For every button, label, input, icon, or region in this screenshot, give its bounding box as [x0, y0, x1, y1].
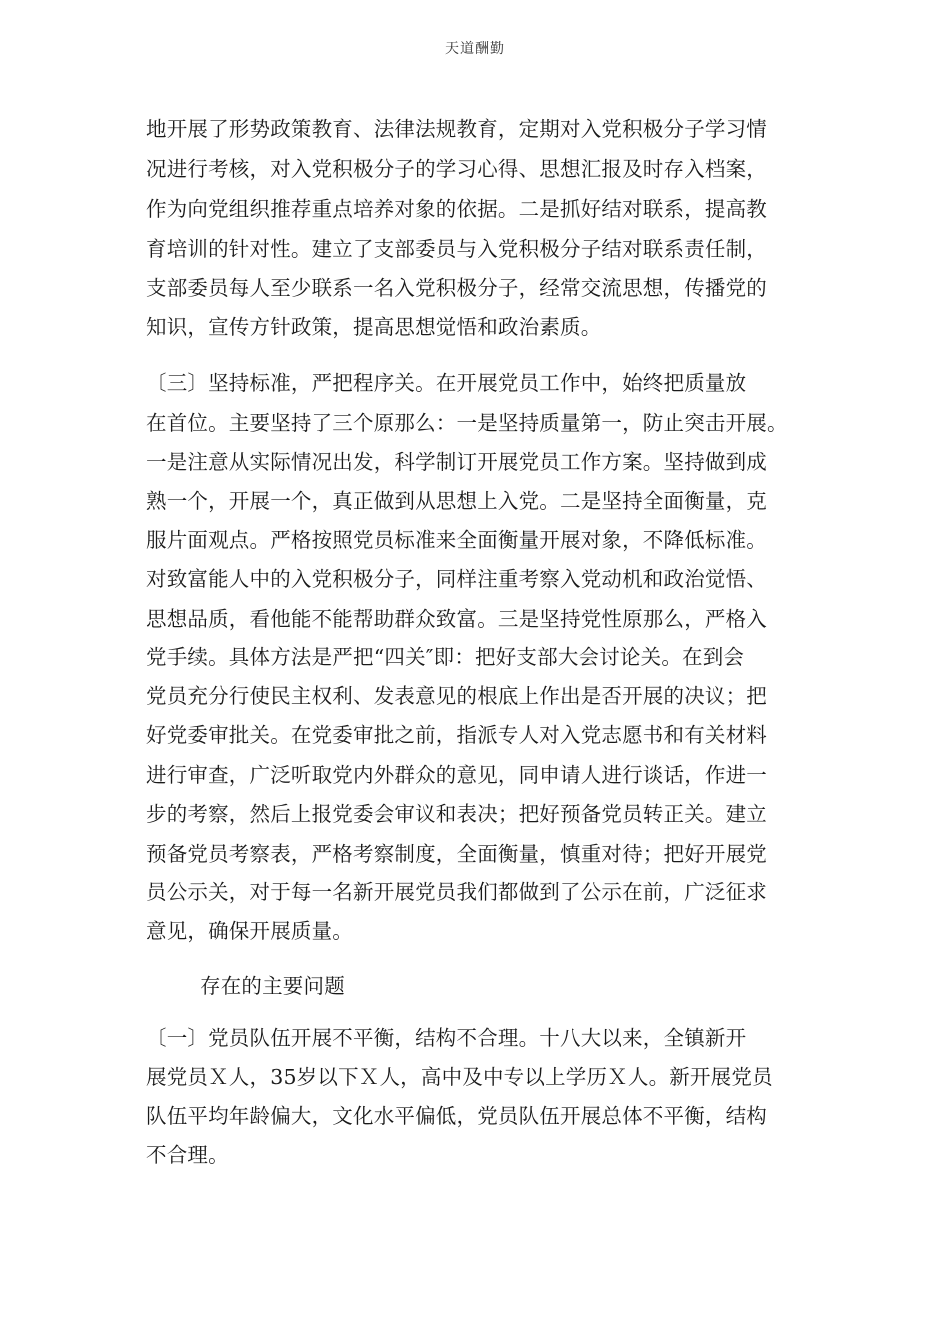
text-line: 一是注意从实际情况出发，科学制订开展党员工作方案。坚持做到成 — [146, 450, 767, 474]
text-line: 好党委审批关。在党委审批之前，指派专人对入党志愿书和有关材料 — [146, 723, 767, 747]
text-line: 步的考察，然后上报党委会审议和表决；把好预备党员转正关。建立 — [146, 802, 767, 826]
text-line: 地开展了形势政策教育、法律法规教育，定期对入党积极分子学习情 — [146, 117, 767, 141]
text-line: 〔三〕坚持标准，严把程序关。在开展党员工作中，始终把质量放 — [146, 371, 747, 395]
text-line: 在首位。主要坚持了三个原那么：一是坚持质量第一，防止突击开展。 — [146, 411, 788, 435]
text-line: 意见，确保开展质量。 — [146, 919, 353, 943]
text-line: 〔一〕党员队伍开展不平衡，结构不合理。十八大以来，全镇新开 — [146, 1026, 747, 1050]
text-line: 队伍平均年龄偏大，文化水平偏低，党员队伍开展总体不平衡，结构 — [146, 1104, 767, 1128]
text-line: 党员充分行使民主权利、发表意见的根底上作出是否开展的决议；把 — [146, 684, 767, 708]
text-line: 展党员Ｘ人，35岁以下Ｘ人，高中及中专以上学历Ｘ人。新开展党员 — [146, 1065, 773, 1089]
section-heading: 存在的主要问题 — [200, 974, 345, 998]
text-line: 员公示关，对于每一名新开展党员我们都做到了公示在前，广泛征求 — [146, 880, 767, 904]
text-line: 思想品质，看他能不能帮助群众致富。三是坚持党性原那么，严格入 — [146, 607, 767, 631]
text-line: 服片面观点。严格按照党员标准来全面衡量开展对象，不降低标准。 — [146, 528, 767, 552]
text-line: 预备党员考察表，严格考察制度，全面衡量，慎重对待；把好开展党 — [146, 842, 767, 866]
text-line: 知识，宣传方针政策，提高思想觉悟和政治素质。 — [146, 315, 602, 339]
text-line: 党手续。具体方法是严把“四关″即：把好支部大会讨论关。在到会 — [146, 645, 745, 669]
text-line: 育培训的针对性。建立了支部委员与入党积极分子结对联系责任制， — [146, 237, 767, 261]
page-header: 天道酬勤 — [445, 41, 505, 57]
text-line: 熟一个，开展一个，真正做到从思想上入党。二是坚持全面衡量，克 — [146, 489, 767, 513]
text-line: 作为向党组织推荐重点培养对象的依据。二是抓好结对联系，提高教 — [146, 197, 767, 221]
text-line: 不合理。 — [146, 1143, 229, 1167]
text-line: 支部委员每人至少联系一名入党积极分子，经常交流思想，传播党的 — [146, 276, 767, 300]
text-line: 进行审查，广泛听取党内外群众的意见，同申请人进行谈话，作进一 — [146, 763, 767, 787]
text-line: 况进行考核，对入党积极分子的学习心得、思想汇报及时存入档案， — [146, 157, 767, 181]
text-line: 对致富能人中的入党积极分子，同样注重考察入党动机和政治觉悟、 — [146, 567, 767, 591]
